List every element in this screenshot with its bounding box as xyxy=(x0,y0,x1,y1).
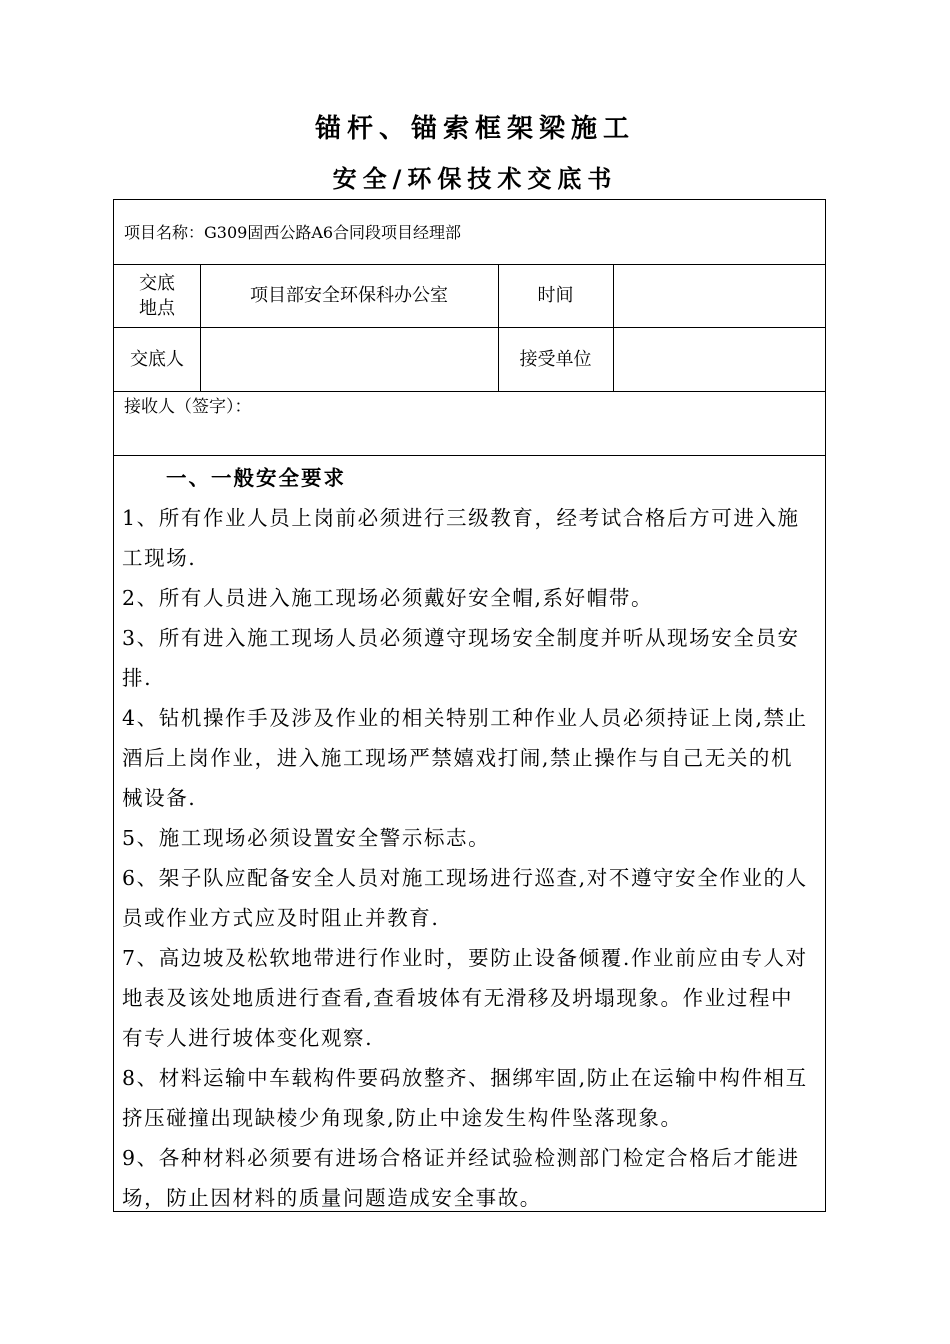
row-divider xyxy=(114,455,825,456)
signature-label: 接收人（签字）： xyxy=(124,397,252,417)
requirement-item: 2、所有人员进入施工现场必须戴好安全帽,系好帽带。 xyxy=(122,586,654,610)
time-label: 时间 xyxy=(537,285,574,306)
safety-requirements xyxy=(122,458,812,1218)
requirement-item: 9、各种材料必须要有进场合格证并经试验检测部门检定合格后才能进场，防止因材料的质量问题造成安全事故。 xyxy=(122,1146,800,1210)
receiver-unit-label: 接受单位 xyxy=(519,348,592,370)
presenter-label: 交底人 xyxy=(130,348,184,370)
document-subtitle: 安全/环保技术交底书 xyxy=(332,165,618,193)
requirement-item: 5、施工现场必须设置安全警示标志。 xyxy=(122,826,491,850)
requirement-item: 6、架子队应配备安全人员对施工现场进行巡查,对不遵守安全作业的人员或作业方式应及时阻止并教育. xyxy=(122,866,808,930)
requirement-item: 3、所有进入施工现场人员必须遵守现场安全制度并听从现场安全员安排. xyxy=(122,626,800,690)
location-value: 项目部安全环保科办公室 xyxy=(250,285,448,306)
presenter-value[interactable] xyxy=(200,327,498,391)
time-value[interactable] xyxy=(613,264,827,327)
requirement-item: 4、钻机操作手及涉及作业的相关特别工种作业人员必须持证上岗,禁止酒后上岗作业，进入施工现场严禁嬉戏打闹,禁止操作与自己无关的机械设备. xyxy=(122,706,808,810)
requirement-item: 7、高边坡及松软地带进行作业时，要防止设备倾覆.作业前应由专人对地表及该处地质进行查看,查看坡体有无滑移及坍塌现象。作业过程中有专人进行坡体变化观察. xyxy=(122,946,808,1050)
project-name: 项目名称：G309固西公路A6合同段项目经理部 xyxy=(124,222,462,242)
disclosure-form xyxy=(113,199,826,1212)
row-divider xyxy=(114,391,825,392)
requirement-item: 8、材料运输中车载构件要码放整齐、捆绑牢固,防止在运输中构件相互挤压碰撞出现缺棱少角现象,防止中途发生构件坠落现象。 xyxy=(122,1066,808,1130)
location-label: 交底 地点 xyxy=(139,272,175,319)
section-title: 一、一般安全要求 xyxy=(166,466,346,490)
receiver-unit-value[interactable] xyxy=(613,327,827,391)
document-title: 锚杆、锚索框架梁施工 xyxy=(314,114,635,144)
requirement-item: 1、所有作业人员上岗前必须进行三级教育，经考试合格后方可进入施工现场. xyxy=(122,506,800,570)
